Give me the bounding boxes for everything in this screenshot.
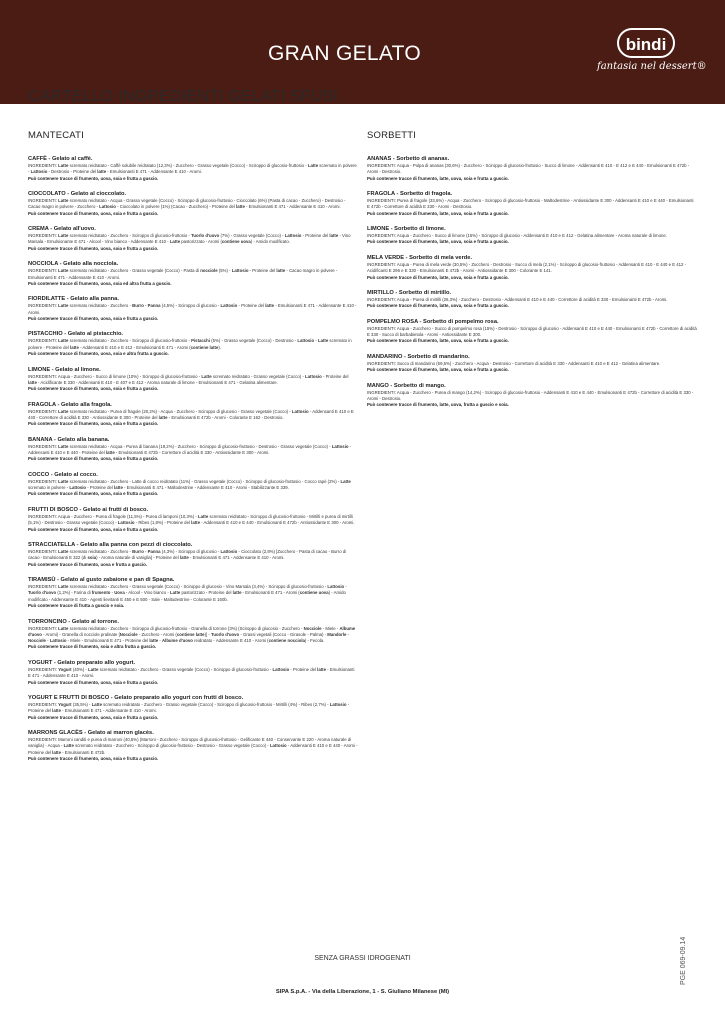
entry-ingredients: INGREDIENTI: Acqua - Purea di mirtilli (26,3%) - Zucchero - Destrosio - Addensanti E 410 e E 440 - Correttore di acidità E 330 - Emulsionanti E 472b - Aromi. [367,297,668,303]
entry-title: PISTACCHIO - Gelato al pistacchio. [28,331,124,338]
entry-ingredients: INGREDIENTI: Succo di mandarino (59,5%) - Zucchero - Acqua - Destrosio - Correttore di acidità E 330 - Addensanti E 410 e E 412 - Gelatina alimentare. [367,360,661,366]
footer-note: SENZA GRASSI IDROGENATI [314,955,411,962]
entry-ingredients: INGREDIENTI: Latte scremato reidratato - Zucchero - Grasso vegetale (Cocco) - Pasta di nocciole (5%) - Lattosio - Proteine del latte - Cacao magro in polvere - Emulsionanti E 471 - Addensante E 410 - Aromi. [28,268,338,280]
entry-ingredients: INGREDIENTI: Marroni canditi e purea di marroni (40,5%) (Marroni - Zucchero - Sciroppo di glucosio-fruttosio - Gelificante E 440 - Conservante E 220 - Aroma naturale di vaniglia) - Acqua - Latte scremato reidratato - Zucchero - Sciroppo di glucosio-fruttosio - Destrosio - Grasso vegetale (Cocco) - Lattosio - Addensanti E 410 e E 440 - Aromi - Proteine del latte - Emulsionanti E 472b. [28,737,358,755]
page-title: CARTELLO INGREDIENTI GELATI SFUSI [28,88,339,105]
entry-ingredients: INGREDIENTI: Latte scremato reidratato - Zucchero - Grasso vegetale (Cocco) - Sciroppo di glucosio - Vino Marsala (3,4%) - Sciroppo di glucosio-fruttosio - Lattosio - Tuorlo d'uovo (1,2%) - Farina di frumento - Uova - Alcool - Vino bianco - Latte pastorizzato - Proteine del latte - Emulsionanti E 471 - Aromi (contiene uova) - Amido modificato - Addensante E 410 - Agenti lievitanti E 450 e E 500 - Sale - Maltodestrine - Colorante E 160b. [28,584,347,602]
entry-allergen-note: Può contenere tracce di frumento, uova, soia e frutta a guscio. [28,421,159,427]
entry-title: STRACCIATELLA - Gelato alla panna con pezzi di cioccolato. [28,542,193,549]
entry-ingredients: INGREDIENTI: Latte scremato reidratato - Zucchero - Latte di cocco reidratato (11%) - Grasso vegetale (Cocco) - Sciroppo di glucosio-fruttosio - Cocco rapè (2%) - Latte scremato in polvere - Lattosio - Proteine del latte - Emulsionanti E 471 - Maltodestrine - Addensante E 410 - Aromi - Stabilizzante E 339. [28,478,351,491]
entry-title: FRUTTI DI BOSCO - Gelato ai frutti di bosco. [28,506,149,513]
entry-allergen-note: Può contenere tracce di frumento, latte, uova, frutta a guscio e soia. [367,402,509,408]
entry-ingredients: INGREDIENTI: Latte scremato reidratato - Acqua - Grasso vegetale (Cocco) - Sciroppo di glucosio-fruttosio - Cioccolato (6%) (Pasta di cacao - Zucchero) - Destrosio - Cacao magro in polvere - Zucchero - Lattosio - Cioccolato in polvere (1%) (Cacao - Zucchero) - Proteine del latte - Emulsionanti E 471 - Addensante E 410 - Aromi. [28,198,346,210]
entry-title: LIMONE - Gelato al limone. [28,366,101,373]
entry-ingredients: INGREDIENTI: Latte scremato reidratato - Zucchero - Burro - Panna (4,5%) - Sciroppo di glucosio - Lattosio - Proteine del latte - Emulsionanti E 471 - Addensante E 410 - Aromi. [28,303,357,315]
mantecati-column [28,130,358,770]
ingredient-entry [28,618,358,651]
entry-ingredients: INGREDIENTI: Acqua - Zucchero - Succo di limone (10%) - Sciroppo di glucosio-fruttosio - Latte scremato reidratato - Grasso vegetale (Cocco) - Lattosio - Proteine del latte - Acidificante E 330 - Addensanti E 410 - E 407 e E 412 - Aroma naturale di limone - Emulsionanti E 471 - Gelatina alimentare. [28,373,349,385]
entry-allergen-note: Può contenere tracce di frumento, latte, uova, soia e frutta a guscio. [367,210,509,216]
entry-title: CIOCCOLATO - Gelato al cioccolato. [28,191,127,198]
entry-ingredients: INGREDIENTI: Latte scremato reidratato - Zucchero - Sciroppo di glucosio-fruttosio - Tuorlo d'uovo (7%) - Grasso vegetale (Cocco) - Lattosio - Proteine del latte - Vino Marsala - Emulsionante E 471 - Alcool - Vino bianco - Addensante E 410 - Latte pastorizzato - Aromi (contiene uova) - Amido modificato. [28,233,351,245]
ingredient-entry [367,353,697,374]
ingredient-entry [28,401,358,428]
entry-title: YOGURT E FRUTTI DI BOSCO - Gelato preparato allo yogurt con frutti di bosco. [28,695,244,701]
ingredient-entry [367,382,697,409]
ingredient-entry [367,289,697,310]
entry-title: MELA VERDE - Sorbetto di mela verde. [367,254,473,261]
entry-allergen-note: Può contenere tracce di frumento, uova, soia e altra frutta a guscio. [28,351,169,357]
entry-title: BANANA - Gelato alla banana. [28,436,110,443]
entry-allergen-note: Può contenere tracce di frumento, uova, soia e frutta a guscio. [28,679,159,685]
entry-ingredients: INGREDIENTI: Acqua - Zucchero - Purea di fragole (11,5%) - Purea di lamponi (10,3%) - Latte scremato reidratato - Sciroppo di glucosio-fruttosio - Mirtilli e purea di mirtilli (5,1%) - Destrosio - Grasso vegetale (Cocco) - Lattosio - Ribes (1,8%) - Proteine del latte - Addensanti E 410 e E 440 - Emulsionanti E 472b - Antiossidante E 300 - Aromi. [28,513,355,526]
ingredient-entry [28,541,358,568]
entry-allergen-note: Può contenere tracce di frumento, latte, uova, soia e frutta a guscio. [367,338,509,344]
entry-title: ANANAS - Sorbetto di ananas. [367,156,450,162]
entry-allergen-note: Può contenere tracce di frumento, latte, uova, soia e frutta a guscio. [367,367,509,373]
ingredient-entry [28,694,358,721]
entry-title: LIMONE - Sorbetto di limone. [367,226,446,233]
ingredient-entry [28,471,358,498]
entry-ingredients: INGREDIENTI: Acqua - Zucchero - Succo di pompelmo rosa (15%) - Destrosio - Sciroppo di glucosio - Addensanti E 410 e E 440 - Emulsionanti E 472b - Correttore di acidità E 330 - Succo di barbabietola - Aromi - Antiossidante E 300. [367,325,697,338]
entry-allergen-note: Può contenere tracce di frumento, uova, soia e frutta a guscio. [28,526,159,532]
entry-ingredients: INGREDIENTI: Purea di fragole (33,6%) - Acqua - Zucchero - Sciroppo di glucosio-fruttosio - Maltodestrine - Antiossidante E 300 - Addensanti E 410 e E 440 - Emulsionanti E 472b - Correttore di acidità E 330 - Aromi - Destrosio. [367,198,694,210]
product-title: GRAN GELATO [267,42,421,65]
entry-allergen-note: Può contenere tracce di frumento, uova e frutta a guscio. [28,561,148,567]
entry-ingredients: INGREDIENTI: Latte scremato reidratato - Acqua - Purea di banana (19,2%) - Zucchero - Sciroppo di glucosio-fruttosio - Destrosio - Grasso vegetale (Cocco) - Lattosio - Addensanti E 410 e E 440 - Proteine del latte - Emulsionanti E 472b - Correttore di acidità E 330 - Antiossidante E 300 - Aromi. [28,443,352,456]
entry-allergen-note: Può contenere tracce di frumento, uova, soia e frutta a guscio. [28,210,159,216]
logo-badge: bindi [617,28,675,58]
entry-ingredients: INGREDIENTI: Yogurt (35,5%) - Latte scremato reidratato - Zucchero - Grasso vegetale (Cocco) - Sciroppo di glucosio-fruttosio - Mirtilli (4%) - Ribes (2,7%) - Lattosio - Proteine del latte - Emulsionanti E 471 - Addensante E 410 - Aromi. [28,702,350,714]
entry-allergen-note: Può contenere tracce di frumento, latte, uova, soia e frutta a guscio. [367,274,509,280]
footer-company: SIPA S.p.A. - Via della Liberazione, 1 - S. Giuliano Milanese (MI) [275,989,450,995]
entry-allergen-note: Può contenere tracce di frumento, uova, soia e frutta a guscio. [28,386,159,392]
entry-allergen-note: Può contenere tracce di frutta a guscio e soia. [28,603,125,609]
entry-title: TIRAMISÙ - Gelato al gusto zabaione e pan di Spagna. [28,577,175,584]
entry-title: TORRONCINO - Gelato al torrone. [28,618,119,625]
sorbetti-title: SORBETTI [367,130,417,141]
ingredient-entry [28,330,358,357]
entry-title: FRAGOLA - Sorbetto di fragola. [367,191,453,198]
entry-allergen-note: Può contenere tracce di frumento, uova, soia ed altra frutta a guscio. [28,280,172,286]
entry-ingredients: INGREDIENTI: Latte scremato reidratato - Zucchero - Burro - Panna (4,3%) - Sciroppo di glucosio - Lattosio - Cioccolato (2,8%) [Zucchero - Pasta di cacao - Burro di cacao - Emulsionanti E 322 (di soia) - Aroma naturale di vaniglia] - Proteine del latte - Emulsionanti E 471 - Addensante E 410 - Aromi. [28,549,347,561]
entry-title: MANGO - Sorbetto di mango. [367,382,446,389]
entry-title: FRAGOLA - Gelato alla fragola. [28,401,112,408]
entry-allergen-note: Può contenere tracce di frumento, soia e altra frutta a guscio. [28,644,157,650]
entry-allergen-note: Può contenere tracce di frumento, uova, soia e frutta a guscio. [28,175,159,181]
ingredient-entry [28,366,358,393]
entry-ingredients: INGREDIENTI: Latte scremato reidratato - Zucchero - Sciroppo di glucosio-fruttosio - Pistacchi (5%) - Grasso vegetale (Cocco) - Destrosio - Lattosio - Latte scremato in polvere - Proteine del latte - Addensanti E 410 e E 412 - Emulsionanti E 471 - Aromi (contiene latte). [28,338,352,350]
entry-allergen-note: Può contenere tracce di frumento, latte, uova, soia e frutta a guscio. [367,175,509,181]
entry-ingredients: INGREDIENTI: Acqua - Zucchero - Succo di limone (15%) - Sciroppo di glucosio - Addensanti E 410 e E 412 - Gelatina alimentare - Aroma naturale di limone. [367,233,667,239]
sorbetti-list [367,155,697,409]
logo-tagline: fantasia nel dessert® [597,61,707,72]
ingredient-entry [28,155,358,182]
brand-logo [597,28,707,98]
ingredient-entry [28,576,358,609]
entry-title: CREMA - Gelato all'uovo. [28,226,96,233]
entry-allergen-note: Può contenere tracce di frumento, uova, soia e frutta a guscio. [28,491,159,497]
ingredient-entry [28,190,358,217]
ingredient-entry [28,436,358,463]
entry-title: YOGURT - Gelato preparato allo yogurt. [28,659,136,666]
ingredient-entry [28,729,358,762]
document-code: PGE 069-09.14 [680,936,687,985]
ingredient-entry [367,225,697,246]
entry-allergen-note: Può contenere tracce di frumento, uova, soia e frutta a guscio. [28,315,159,321]
entry-title: FIORDILATTE - Gelato alla panna. [28,296,119,303]
entry-allergen-note: Può contenere tracce di frumento, latte, uova, soia e frutta a guscio. [367,239,509,245]
entry-allergen-note: Può contenere tracce di frumento, uova, soia e frutta a guscio. [28,456,159,462]
ingredient-entry [28,260,358,287]
entry-ingredients: INGREDIENTI: Acqua - Zucchero - Purea di mango (14,2%) - Sciroppo di glucosio-fruttosio - Addensanti E 410 e E 440 - Emulsionanti E 472b - Correttore di acidità E 330 - Aromi - Destrosio. [367,389,694,402]
entry-ingredients: INGREDIENTI: Acqua - Polpa di ananas (30,6%) - Zucchero - Sciroppo di glucosio-fruttosio - Succo di limone - Addensanti E 410 - E 412 e E 440 - Emulsionanti E 472b - Aromi - Destrosio. [367,163,690,175]
entry-allergen-note: Può contenere tracce di frumento, uova, soia e frutta a guscio. [28,714,159,720]
ingredient-entry [367,318,697,345]
sorbetti-column [367,130,697,417]
entry-allergen-note: Può contenere tracce di frumento, uova, soia e frutta a guscio. [28,755,159,761]
entry-ingredients: INGREDIENTI: Acqua - Purea di mela verde (30,5%) - Zucchero - Destrosio - Succo di mela (2,1%) - Sciroppo di glucosio-fruttosio - Addensanti E 410 - E 440 e E 412 - Acidificanti E 296 e E 330 - Emulsionanti E 472b - Aromi - Antiossidante E 300 - Colorante E 141. [367,261,687,274]
ingredient-entry [367,155,697,182]
ingredient-entry [367,190,697,217]
ingredient-entry [28,659,358,686]
entry-title: COCCO - Gelato al cocco. [28,471,98,478]
entry-allergen-note: Può contenere tracce di frumento, uova, soia e frutta a guscio. [28,245,159,251]
entry-ingredients: INGREDIENTI: Yogurt (40%) - Latte scremato reidratato - Zucchero - Grasso vegetale (Cocco) - Sciroppo di glucosio-fruttosio - Lattosio - Proteine del latte - Emulsionanti E 471 - Addensante E 410 - Aromi. [28,666,355,679]
entry-ingredients: INGREDIENTI: Latte scremato reidratato - Purea di fragole (20,2%) - Acqua - Zucchero - Sciroppo di glucosio - Grasso vegetale (Cocco) - Lattosio - Addensanti E 410 e E 440 - Correttore di acidità E 330 - Antiossidante E 300 - Proteine del latte - Emulsionanti E 472b - Aromi - Colorante E 162 - Destrosio. [28,408,354,420]
mantecati-list [28,155,358,762]
entry-allergen-note: Può contenere tracce di frumento, latte, uova, soia e frutta a guscio. [367,303,509,309]
entry-title: POMPELMO ROSA - Sorbetto di pompelmo rosa. [367,318,499,325]
mantecati-title: MANTECATI [28,130,84,141]
ingredient-entry [28,225,358,252]
entry-title: NOCCIOLA - Gelato alla nocciola. [28,261,119,268]
entry-title: MANDARINO - Sorbetto di mandarino. [367,353,470,360]
entry-ingredients: INGREDIENTI: Latte scremato reidratato - Zucchero - Sciroppo di glucosio-fruttosio - Granella di torrone (3%) (Sciroppo di glucosio - Zucchero - Nocciole - Miele - Albume d'uovo - Aromi) - Granella di nocciole pralinate [Nocciole - Zucchero - Aromi (contiene latte)] - Tuorlo d'uovo - Grassi vegetali (Cocco - Girasole - Palma) - Mandorle - Nocciole - Lattosio - Miele - Emulsionanti E 471 - Proteine del latte - Albume d'uovo reidratato - Addensante E 410 - Aromi (contiene nocciola) - Fecola. [28,625,356,644]
ingredient-entry [367,254,697,281]
entry-title: MIRTILLO - Sorbetto di mirtillo. [367,290,452,297]
entry-title: CAFFÈ - Gelato al caffè. [28,156,93,162]
entry-title: MARRONS GLACÈS - Gelato ai marron glacès. [28,730,154,737]
entry-ingredients: INGREDIENTI: Latte scremato reidratato - Caffè solubile reidratato (12,3%) - Zucchero - Grasso vegetale (Cocco) - Sciroppo di glucosio-fruttosio - Latte scremato in polvere - Lattosio - Destrosio - Proteine del latte - Emulsionanti E 471 - Addensante E 410 - Aromi. [28,163,357,175]
ingredient-entry [28,506,358,533]
ingredient-entry [28,295,358,322]
